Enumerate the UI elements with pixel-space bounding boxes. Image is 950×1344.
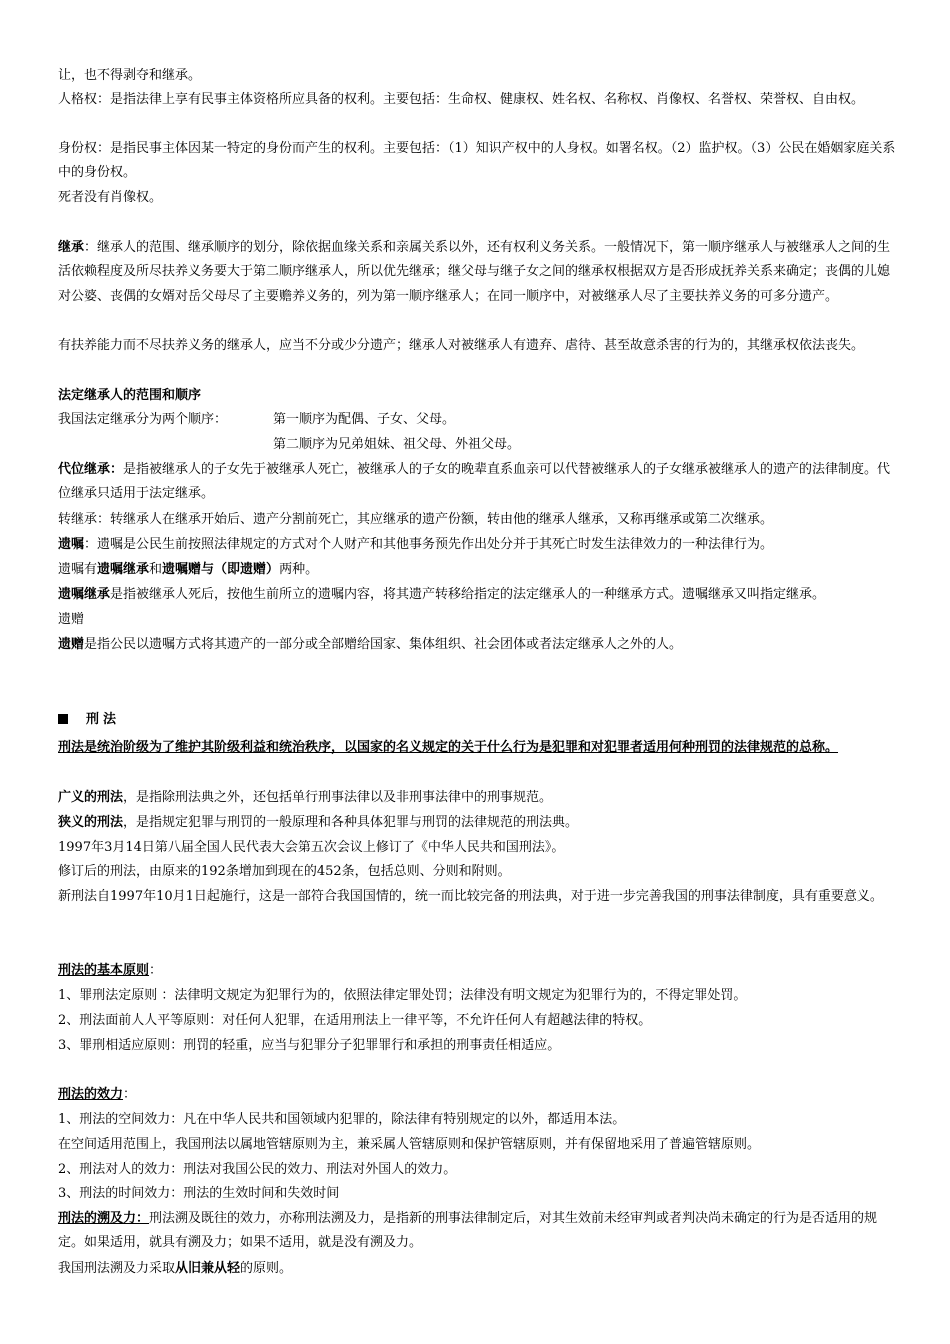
section-heading-criminal-law [58, 708, 898, 732]
paragraph-will [58, 533, 898, 557]
text: 人格权：是指法律上享有民事主体资格所应具备的权利。主要包括：生命权、健康权、姓名权、名称权、肖像权、名誉权、荣誉权、自由权。 [58, 92, 865, 107]
order-second-line [273, 433, 873, 457]
text: ： [123, 1087, 137, 1102]
text: 2、刑法面前人人平等原则：对任何人犯罪，在适用刑法上一律平等，不允许任何人有超越法律的特权。 [58, 1013, 652, 1028]
text: ：遗嘱是公民生前按照法律规定的方式对个人财产和其他事务预先作出处分并于其死亡时发生法律效力的一种法律行为。 [84, 537, 774, 552]
paragraph-effective-date [58, 885, 898, 909]
text: 的原则。 [240, 1261, 293, 1276]
text: 2、刑法对人的效力：刑法对我国公民的效力、刑法对外国人的效力。 [58, 1162, 457, 1177]
paragraph-retroactivity-principle [58, 1257, 898, 1281]
principle-item [58, 984, 898, 1008]
text: 在空间适用范围上，我国刑法以属地管辖原则为主，兼采属人管辖原则和保护管辖原则，并有保留地采用了普遍管辖原则。 [58, 1137, 761, 1152]
text: 1、刑法的空间效力：凡在中华人民共和国领域内犯罪的，除法律有特别规定的以外，都适用本法。 [58, 1112, 626, 1127]
text: 刑法溯及既往的效力，亦称刑法溯及力，是指新的刑事法律制定后，对其生效前未经审判或者判决尚未确定的行为是否适用的规定。如果适用，就具有溯及力；如果不适用，就是没有溯及力。 [58, 1211, 878, 1251]
text: 身份权：是指民事主体因某一特定的身份而产生的权利。主要包括：（1）知识产权中的人身权。如署名权。（2）监护权。（3）公民在婚姻家庭关系中的身份权。 [58, 141, 896, 181]
text: 3、刑法的时间效力：刑法的生效时间和失效时间 [58, 1186, 340, 1201]
text: 3、罪刑相适应原则：刑罚的轻重，应当与犯罪分子犯罪罪行和承担的刑事责任相适应。 [58, 1038, 561, 1053]
principle-item [58, 1034, 898, 1058]
paragraph-loss-of-inheritance [58, 334, 898, 358]
paragraph-will-types [58, 558, 898, 582]
heading-text: 刑法的效力 [58, 1087, 124, 1102]
term-testate: 遗嘱继承 [97, 562, 150, 577]
text: 和 [149, 562, 163, 577]
text: ，是指规定犯罪与刑罚的一般原理和各种具体犯罪与刑罚的法律规范的刑法典。 [123, 815, 579, 830]
term-testate-succession: 遗嘱继承 [58, 587, 111, 602]
heading-effect [58, 1083, 898, 1107]
effect-item-detail [58, 1133, 898, 1157]
paragraph-legacy-line [58, 608, 898, 632]
heading-text: 法定继承人的范围和顺序 [58, 388, 202, 403]
paragraph-subrogation [58, 458, 898, 507]
effect-item [58, 1108, 898, 1132]
text: 让，也不得剥夺和继承。 [58, 68, 202, 83]
text: 是指被继承人的子女先于被继承人死亡，被继承人的子女的晚辈直系血亲可以代替被继承人的子女继承被继承人的遗产的法律制度。代位继承只适用于法定继承。 [58, 462, 891, 502]
paragraph-broad-criminal-law [58, 786, 898, 810]
text: 新刑法自1997年10月1日起施行，这是一部符合我国国情的，统一而比较完备的刑法典，对于进一步完善我国的刑事法律制度，具有重要意义。 [58, 889, 883, 904]
text: 转继承：转继承人在继承开始后、遗产分割前死亡，其应继承的遗产份额，转由他的继承人继承，又称再继承或第二次继承。 [58, 512, 774, 527]
text: 我国刑法溯及力采取 [58, 1261, 176, 1276]
principle-item [58, 1009, 898, 1033]
term-narrow: 狭义的刑法 [58, 815, 124, 830]
heading-order [58, 384, 898, 408]
heading-text: 刑法的基本原则 [58, 963, 150, 978]
section-title: 刑法 [86, 712, 121, 727]
paragraph-personality-rights [58, 88, 898, 112]
text: 是指公民以遗嘱方式将其遗产的一部分或全部赠给国家、集体组织、社会团体或者法定继承人之外的人。 [84, 637, 683, 652]
paragraph-legacy [58, 633, 898, 657]
effect-item [58, 1182, 898, 1206]
term-inheritance: 继承 [58, 240, 85, 255]
paragraph-transfer [58, 508, 898, 532]
order-first: 第一顺序为配偶、子女、父母。 [273, 412, 456, 427]
heading-basic-principles [58, 959, 898, 983]
order-second: 第二顺序为兄弟姐妹、祖父母、外祖父母。 [273, 437, 521, 452]
text: 两种。 [279, 562, 319, 577]
square-bullet-icon [58, 714, 68, 724]
text: ： [149, 963, 163, 978]
paragraph-inheritance [58, 236, 898, 309]
text: 有扶养能力而不尽扶养义务的继承人，应当不分或少分遗产；继承人对被继承人有遗弃、虐待、甚至故意杀害的行为的，其继承权依法丧失。 [58, 338, 865, 353]
paragraph-revision-date [58, 836, 898, 860]
term-retroactivity: 刑法的溯及力： [58, 1211, 150, 1226]
paragraph-identity-rights [58, 137, 898, 186]
paragraph-narrow-criminal-law [58, 811, 898, 835]
text: ：继承人的范围、继承顺序的划分，除依据血缘关系和亲属关系以外，还有权利义务关系。一般情况下，第一顺序继承人与被继承人之间的生活依赖程度及所尽扶养义务要大于第二顺序继承人，所以优先继承；继父母与继子女之间的继承权根据双方是否形成抚养关系来确定；丧偶的儿媳对公婆、丧偶的女婿对岳父母尽了主要赡养义务的，列为第一顺序继承人；在同一顺序中，对被继承人尽了主要扶养义务的可多分遗产。 [58, 240, 891, 304]
term-will: 遗嘱 [58, 537, 85, 552]
text: 遗赠 [58, 612, 85, 627]
paragraph-testate [58, 583, 898, 607]
term-legacy: 遗赠 [58, 637, 85, 652]
paragraph-article-count [58, 860, 898, 884]
paragraph-retroactivity [58, 1207, 898, 1256]
text: 1997年3月14日第八届全国人民代表大会第五次会议上修订了《中华人民共和国刑法》。 [58, 840, 565, 855]
paragraph-portrait-note [58, 186, 898, 210]
order-intro: 我国法定继承分为两个顺序： [58, 412, 228, 427]
term-subrogation: 代位继承： [58, 462, 124, 477]
text: 修订后的刑法，由原来的192条增加到现在的452条，包括总则、分则和附则。 [58, 864, 511, 879]
term-bequest: 遗嘱赠与（即遗赠） [162, 562, 280, 577]
text: 是指被继承人死后，按他生前所立的遗嘱内容，将其遗产转移给指定的法定继承人的一种继承方式。遗嘱继承又叫指定继承。 [110, 587, 826, 602]
definition-text: 刑法是统治阶级为了维护其阶级利益和统治秩序，以国家的名义规定的关于什么行为是犯罪和对犯罪者适用何种刑罚的法律规范的总称。 [58, 740, 839, 755]
text: ，是指除刑法典之外，还包括单行刑事法律以及非刑事法律中的刑事规范。 [123, 790, 553, 805]
text: 遗嘱有 [58, 562, 98, 577]
paragraph-continuation [58, 64, 898, 88]
term-principle: 从旧兼从轻 [175, 1261, 241, 1276]
text: 死者没有肖像权。 [58, 190, 163, 205]
criminal-law-definition [58, 736, 898, 760]
effect-item [58, 1158, 898, 1182]
text: 1、罪刑法定原则 ：法律明文规定为犯罪行为的，依照法律定罪处罚；法律没有明文规定为犯罪行为的，不得定罪处罚。 [58, 988, 747, 1003]
order-first-line [58, 408, 898, 432]
term-broad: 广义的刑法 [58, 790, 124, 805]
